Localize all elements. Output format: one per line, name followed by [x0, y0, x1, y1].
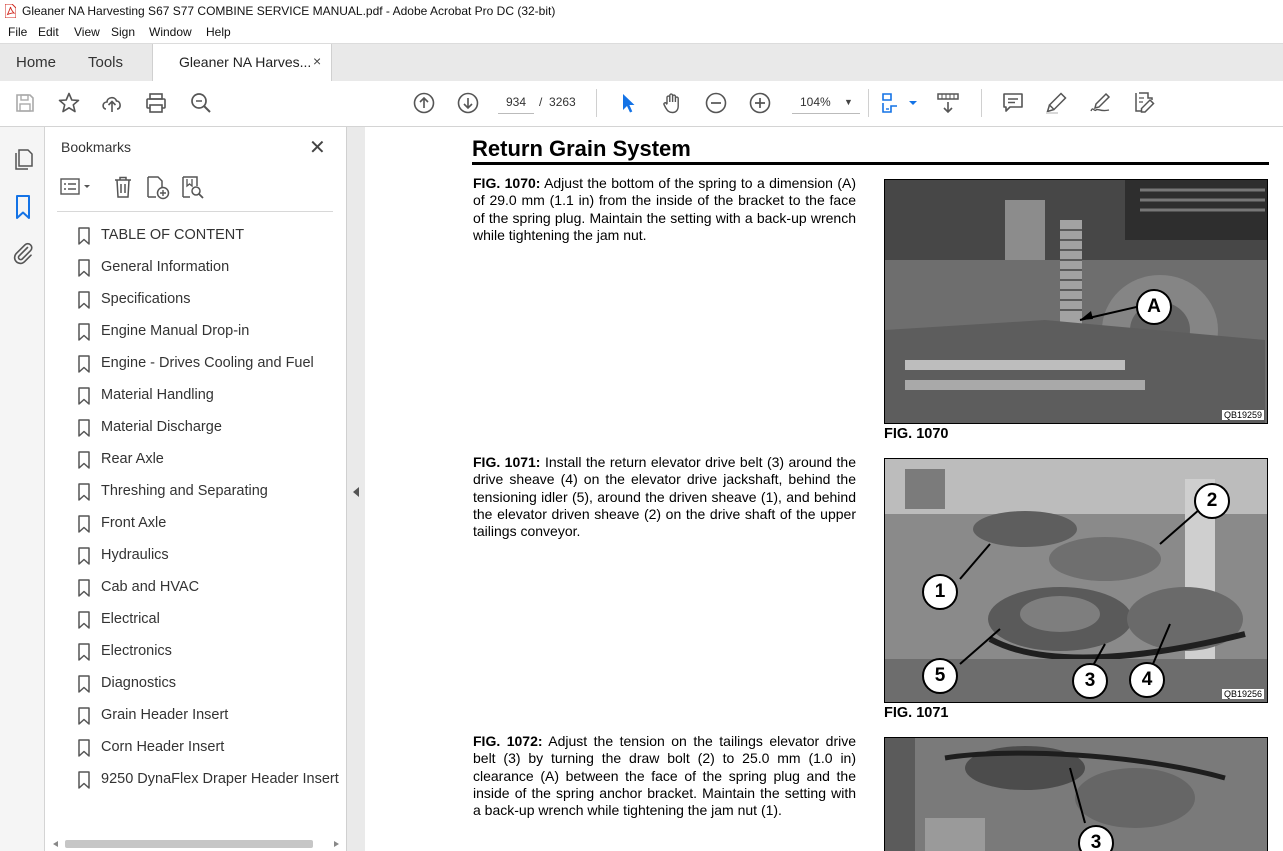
figure-code: QB19259: [1223, 410, 1262, 420]
menu-file[interactable]: File: [8, 25, 28, 39]
bookmark-label: Diagnostics: [101, 675, 176, 691]
bookmark-item[interactable]: [77, 255, 345, 279]
bookmarks-panel: [45, 127, 347, 851]
tailings-elevator-photo: [885, 738, 1267, 851]
window-title: Gleaner NA Harvesting S67 S77 COMBINE SERVICE MANUAL.pdf - Adobe Acrobat Pro DC (32-bit): [22, 4, 556, 18]
bookmark-item[interactable]: [77, 319, 345, 343]
fig-1070-paragraph: [473, 175, 856, 244]
bookmark-icon: [77, 291, 91, 309]
bookmark-item[interactable]: [77, 447, 345, 471]
bookmark-label: Electrical: [101, 611, 160, 627]
bookmark-item[interactable]: [77, 543, 345, 567]
tab-bar: [0, 43, 1283, 82]
bookmark-label: Corn Header Insert: [101, 739, 225, 755]
tab-tools[interactable]: Tools: [88, 54, 124, 71]
bookmark-label: Engine - Drives Cooling and Fuel: [101, 355, 314, 371]
bookmark-icon: [77, 227, 91, 245]
comment-icon[interactable]: [1001, 91, 1025, 115]
bookmark-item[interactable]: [77, 511, 345, 535]
callout-label: A: [1136, 289, 1172, 325]
fig-1071-image: [884, 458, 1268, 703]
highlight-pen-icon[interactable]: [1044, 91, 1068, 115]
menu-bar: [0, 23, 1283, 43]
bookmark-item[interactable]: [77, 767, 345, 791]
menu-view[interactable]: View: [74, 25, 100, 39]
bookmark-label: Front Axle: [101, 515, 167, 531]
bookmark-label: Rear Axle: [101, 451, 164, 467]
tab-document[interactable]: [152, 44, 332, 81]
bookmark-icon: [77, 483, 91, 501]
bookmark-label: Specifications: [101, 291, 191, 307]
page-thumbnails-icon[interactable]: [11, 147, 35, 171]
scroll-mode-icon[interactable]: [936, 91, 960, 115]
bookmark-icon: [77, 643, 91, 661]
collapse-panel-icon[interactable]: [352, 486, 360, 498]
callout-label: 3: [1078, 825, 1114, 851]
bookmark-label: Hydraulics: [101, 547, 169, 563]
bookmark-icon: [77, 579, 91, 597]
panel-divider: [57, 211, 333, 212]
select-cursor-icon[interactable]: [616, 91, 640, 115]
bookmark-icon: [77, 707, 91, 725]
bookmark-star-icon[interactable]: [57, 91, 81, 115]
bookmark-item[interactable]: [77, 223, 345, 247]
toolbar-divider: [596, 89, 597, 117]
fig-1070-image: [884, 179, 1268, 424]
bookmark-item[interactable]: [77, 415, 345, 439]
menu-window[interactable]: Window: [149, 25, 192, 39]
fig-text: Adjust the bottom of the spring to a dimension (A) of 29.0 mm (1.1 in) from the inside of the bracket to the face of the spring plug. Maintain the setting with a back-up wrench while tightening the jam nut.: [473, 175, 856, 243]
zoom-in-icon[interactable]: [748, 91, 772, 115]
attachments-paperclip-icon[interactable]: [11, 241, 35, 265]
bookmark-icon: [77, 355, 91, 373]
panel-splitter[interactable]: [347, 127, 365, 851]
bookmark-item[interactable]: [77, 383, 345, 407]
tab-document-label: Gleaner NA Harves...: [179, 54, 312, 70]
fig-text: Adjust the tension on the tailings elevator drive belt (3) by turning the draw bolt (2) to 25.0 mm (1.0 in) clearance (A) between the face of the spring plug and the inside of the spring anchor bracket. Maintain the setting with a back-up wrench while tightening the jam nut (1).: [473, 733, 857, 819]
bookmark-label: 9250 DynaFlex Draper Header Insert: [101, 771, 339, 787]
fig-1071-caption: FIG. 1071: [884, 705, 949, 721]
figure-code: QB19256: [1223, 689, 1262, 699]
title-bar: [0, 0, 1283, 24]
hand-tool-icon[interactable]: [660, 91, 684, 115]
bookmark-item[interactable]: [77, 479, 345, 503]
page-number-input[interactable]: 934: [498, 91, 534, 114]
callout-label: 4: [1129, 662, 1165, 698]
edit-pdf-icon[interactable]: [1132, 91, 1156, 115]
zoom-level-value: 104%: [800, 95, 831, 109]
combine-spring-photo: [885, 180, 1267, 423]
bookmark-label: Engine Manual Drop-in: [101, 323, 250, 339]
menu-help[interactable]: Help: [206, 25, 231, 39]
zoom-level-dropdown[interactable]: [792, 91, 860, 114]
total-pages: 3263: [549, 95, 576, 109]
toolbar-divider: [981, 89, 982, 117]
bookmark-icon: [77, 259, 91, 277]
fig-label: FIG. 1071:: [473, 454, 541, 470]
acrobat-pdf-icon: [5, 4, 16, 18]
fig-label: FIG. 1070:: [473, 175, 541, 191]
fig-1072-image: [884, 737, 1268, 851]
bookmark-item[interactable]: [77, 735, 345, 759]
previous-page-icon[interactable]: [412, 91, 436, 115]
callout-label: 3: [1072, 663, 1108, 699]
new-bookmark-icon[interactable]: [145, 175, 171, 201]
horizontal-scrollbar[interactable]: [51, 839, 341, 849]
chevron-down-icon: ▼: [844, 97, 853, 107]
bookmark-label: Electronics: [101, 643, 172, 659]
bookmark-label: Threshing and Separating: [101, 483, 268, 499]
fig-1071-paragraph: [473, 454, 856, 540]
print-icon[interactable]: [144, 91, 168, 115]
bookmark-label: General Information: [101, 259, 230, 275]
delete-bookmark-icon[interactable]: [111, 175, 135, 199]
navigation-rail: [0, 127, 45, 851]
fig-1072-paragraph: [473, 733, 856, 819]
bookmark-icon: [77, 451, 91, 469]
bookmark-item[interactable]: [77, 287, 345, 311]
callout-label: 5: [922, 658, 958, 694]
bookmark-icon: [77, 771, 91, 789]
save-icon[interactable]: [13, 91, 37, 115]
page-separator: /: [539, 95, 543, 109]
close-tab-icon[interactable]: ×: [313, 53, 322, 69]
page-title: Return Grain System: [472, 136, 691, 161]
toolbar-divider: [868, 89, 869, 117]
close-panel-icon[interactable]: ✕: [309, 137, 326, 159]
bookmarks-title: Bookmarks: [61, 139, 132, 155]
callout-label: 2: [1194, 483, 1230, 519]
bookmark-label: Material Handling: [101, 387, 214, 403]
bookmark-icon: [77, 547, 91, 565]
bookmark-icon: [77, 387, 91, 405]
draw-sign-icon[interactable]: [1088, 91, 1112, 115]
menu-edit[interactable]: Edit: [38, 25, 59, 39]
page-count: [539, 95, 576, 109]
menu-sign[interactable]: Sign: [111, 25, 136, 39]
title-rule: [472, 162, 1269, 165]
bookmark-icon: [77, 611, 91, 629]
next-page-icon[interactable]: [456, 91, 480, 115]
bookmark-icon: [77, 323, 91, 341]
bookmark-item[interactable]: [77, 703, 345, 727]
bookmark-label: Cab and HVAC: [101, 579, 200, 595]
bookmark-icon: [77, 419, 91, 437]
fig-label: FIG. 1072:: [473, 733, 543, 749]
bookmark-label: Grain Header Insert: [101, 707, 229, 723]
tab-home[interactable]: Home: [16, 54, 57, 71]
bookmark-item[interactable]: [77, 639, 345, 663]
bookmark-item[interactable]: [77, 607, 345, 631]
bookmarks-panel-icon[interactable]: [11, 194, 35, 220]
fig-text: Install the return elevator drive belt (3) around the drive sheave (4) on the elevator drive jackshaft, behind the tensioning idler (5), around the driven sheave (1), and behind the elevator driven sheave (2) on the drive shaft of the upper tailings conveyor.: [473, 454, 856, 540]
bookmark-icon: [77, 739, 91, 757]
bookmark-item[interactable]: [77, 575, 345, 599]
search-zoom-icon[interactable]: [189, 91, 213, 115]
callout-label: 1: [922, 574, 958, 610]
bookmark-icon: [77, 675, 91, 693]
bookmark-icon: [77, 515, 91, 533]
bookmark-label: TABLE OF CONTENT: [101, 227, 245, 243]
document-viewport[interactable]: [365, 127, 1283, 851]
upload-cloud-icon[interactable]: [100, 91, 124, 115]
fig-1070-caption: FIG. 1070: [884, 426, 949, 442]
chevron-down-icon[interactable]: [901, 91, 913, 115]
bookmark-item[interactable]: [77, 351, 345, 375]
bookmark-item[interactable]: [77, 671, 345, 695]
bookmark-options-icon[interactable]: [59, 175, 95, 199]
bookmark-search-icon[interactable]: [180, 175, 206, 201]
zoom-out-icon[interactable]: [704, 91, 728, 115]
toolbar: [0, 81, 1283, 127]
bookmark-label: Material Discharge: [101, 419, 222, 435]
